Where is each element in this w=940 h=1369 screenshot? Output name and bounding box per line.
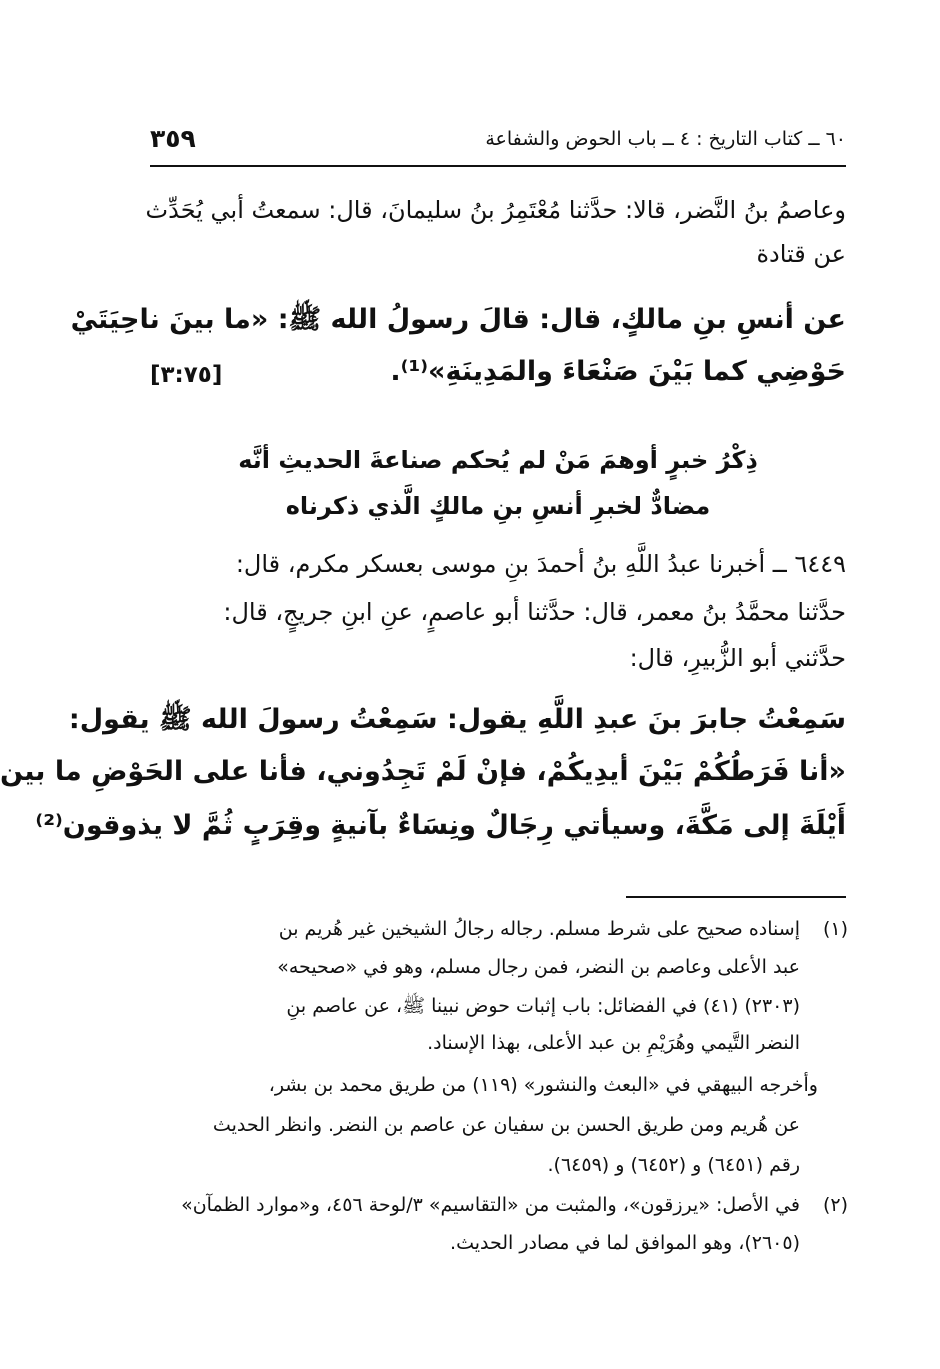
page-number: ٣٥٩ [150,124,196,153]
hadith-line: سَمِعْتُ جابرَ بنَ عبدِ اللَّهِ يقول: سَمِعْتُ رسولَ الله ﷺ يقول: [68,704,846,735]
footnote-number: (١) [822,918,848,940]
footnote-line: (٢٦٠٥)، وهو الموافق لما في مصادر الحديث. [450,1232,800,1254]
hadith-reference: [٣:٧٥] [150,362,223,388]
body-line: وعاصمُ بنُ النَّضر، قالا: حدَّثنا مُعْتَمِرُ بنُ سليمانَ، قال: سمعتُ أبي يُحَدِّث [145,196,846,224]
hadith-line: حَوْضِي كما بَيْنَ صَنْعَاءَ والمَدِينَةِ»⁽¹⁾. [390,356,846,387]
running-title: ٦٠ ــ كتاب التاريخ : ٤ ــ باب الحوض والشفاعة [485,128,846,150]
hadith-line: أَيْلَةَ إلى مَكَّةَ، وسيأتي رِجَالٌ ونِسَاءٌ بآنيةٍ وقِرَبٍ ثُمَّ لا يذوقون⁽²⁾ [35,810,846,841]
hadith-line: عن أنسِ بنِ مالكٍ، قال: قالَ رسولُ الله ﷺ: «ما بينَ ناحِيَتَيْ [70,304,846,335]
body-line: حدَّثني أبو الزُّبيرِ، قال: [629,644,846,672]
footnote-line: إسناده صحيح على شرط مسلم. رجاله رجالُ الشيخين غير هُريم بن [278,918,800,940]
footnote-divider [626,896,846,898]
header-divider [150,165,846,167]
footnote-line: النضر التَّيمي وهُرَيْمِ بن عبد الأعلى، بهذا الإسناد. [427,1032,800,1054]
body-line: ٦٤٤٩ ــ أخبرنا عبدُ اللَّهِ بنُ أحمدَ بنِ موسى بعسكر مكرم، قال: [235,550,846,578]
footnote-line: عن هُريم ومن طريق الحسن بن سفيان عن عاصم بن النضر. وانظر الحديث [212,1114,800,1136]
footnote-line: (٢٣٠٣) (٤١) في الفضائل: باب إثبات حوض نبينا ﷺ، عن عاصم بنِ [286,995,800,1017]
body-line: حدَّثنا محمَّدُ بنُ معمر، قال: حدَّثنا أبو عاصمٍ، عنِ ابنِ جريجٍ، قال: [223,598,846,626]
page-header [150,122,846,162]
section-heading-line: ذِكْرُ خبرٍ أوهمَ مَنْ لم يُحكم صناعةَ الحديثِ أنَّه [238,446,758,474]
hadith-line: «أنا فَرَطُكُمْ بَيْنَ أيدِيكُمْ، فإنْ لَمْ تَجِدُوني، فأنا على الحَوْضِ ما بين [0,756,846,787]
footnote-line: وأخرجه البيهقي في «البعث والنشور» (١١٩) من طريق محمد بن بشر، [268,1074,818,1096]
body-line: عن قتادة [756,240,846,268]
footnote-number: (٢) [822,1194,848,1216]
footnote-line: رقم (٦٤٥١) و (٦٤٥٢) و (٦٤٥٩). [547,1154,800,1176]
footnote-line: في الأصل: «يرزقون»، والمثبت من «التقاسيم» ٣/لوحة ٤٥٦، و«موارد الظمآن» [181,1194,800,1216]
footnote-line: عبد الأعلى وعاصم بن النضر، فمن رجال مسلم، وهو في «صحيحه» [277,956,800,978]
section-heading-line: مضادٌّ لخبرِ أنسِ بنِ مالكٍ الَّذي ذكرناه [285,492,711,520]
